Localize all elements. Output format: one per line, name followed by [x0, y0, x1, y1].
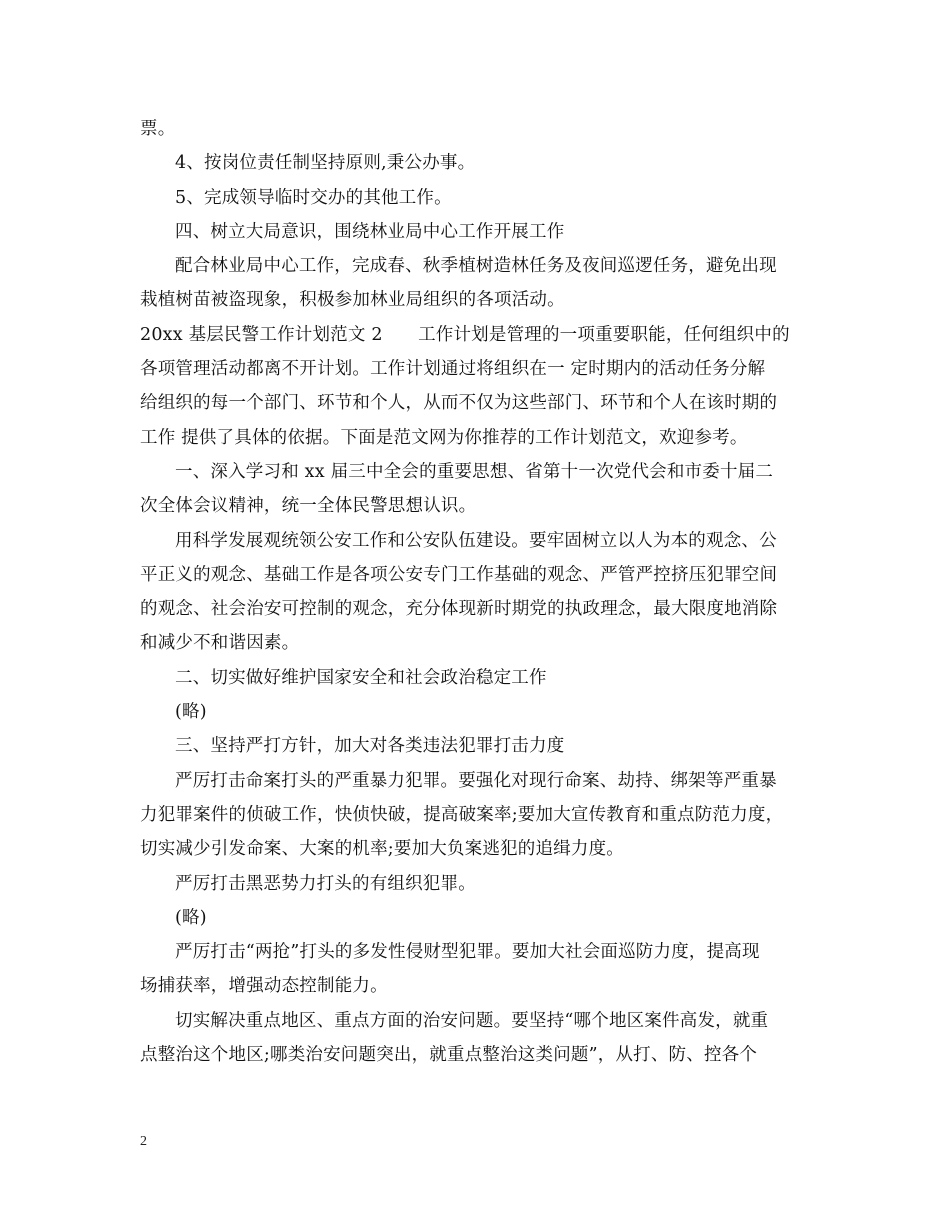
text-line: 三、坚持严打方针，加大对各类违法犯罪打击力度: [175, 736, 565, 757]
text-line: 点整治这个地区;哪类治安问题突出，就重点整治这类问题”，从打、防、控各个: [140, 1045, 758, 1066]
text-line: 用科学发展观统领公安工作和公安队伍建设。要牢固树立以人为本的观念、公: [175, 530, 777, 551]
text-line: 二、切实做好维护国家安全和社会政治稳定工作: [175, 667, 547, 688]
text-line: 20xx 基层民警工作计划范文 2 工作计划是管理的一项重要职能，任何组织中的: [140, 324, 790, 345]
text-line: 严厉打击黑恶势力打头的有组织犯罪。: [175, 873, 476, 894]
text-line: 力犯罪案件的侦破工作，快侦快破，提高破案率;要加大宣传教育和重点防范力度，: [140, 804, 784, 825]
text-line: 切实解决重点地区、重点方面的治安问题。要坚持“哪个地区案件高发，就重: [175, 1010, 769, 1031]
text-line: (略): [175, 702, 207, 723]
text-line: 一、深入学习和 xx 届三中全会的重要思想、省第十一次党代会和市委十届二: [175, 461, 774, 482]
text-line: 工作 提供了具体的依据。下面是范文网为你推荐的工作计划范文，欢迎参考。: [140, 427, 748, 448]
text-line: 配合林业局中心工作，完成春、秋季植树造林任务及夜间巡逻任务，避免出现: [175, 256, 777, 277]
text-line: 栽植树苗被盗现象，积极参加林业局组织的各项活动。: [140, 290, 565, 311]
text-line: 场捕获率，增强动态控制能力。: [140, 976, 388, 997]
text-line: 5、完成领导临时交办的其他工作。: [175, 187, 452, 208]
text-line: 给组织的每一个部门、环节和个人，从而不仅为这些部门、环节和个人在该时期的: [140, 393, 778, 414]
text-line: 和减少不和谐因素。: [140, 633, 300, 654]
document-body: [140, 112, 830, 1072]
text-line: 次全体会议精神，统一全体民警思想认识。: [140, 496, 477, 517]
text-line: 票。: [140, 119, 176, 139]
text-line: 四、树立大局意识，围绕林业局中心工作开展工作: [175, 221, 565, 242]
text-line: (略): [175, 907, 207, 928]
text-line: 严厉打击命案打头的严重暴力犯罪。要强化对现行命案、劫持、绑架等严重暴: [175, 770, 777, 791]
text-line: 平正义的观念、基础工作是各项公安专门工作基础的观念、严管严控挤压犯罪空间: [140, 564, 778, 585]
text-line: 4、按岗位责任制坚持原则,秉公办事。: [175, 153, 476, 174]
text-line: 切实减少引发命案、大案的机率;要加大负案逃犯的追缉力度。: [140, 839, 624, 860]
text-line: 的观念、社会治安可控制的观念，充分体现新时期党的执政理念，最大限度地消除: [140, 599, 778, 620]
text-line: 各项管理活动都离不开计划。工作计划通过将组织在一 定时期内的活动任务分解: [140, 359, 766, 380]
text-line: 严厉打击“两抢”打头的多发性侵财型犯罪。要加大社会面巡防力度，提高现: [175, 942, 760, 963]
page-number: 2: [140, 1134, 147, 1149]
